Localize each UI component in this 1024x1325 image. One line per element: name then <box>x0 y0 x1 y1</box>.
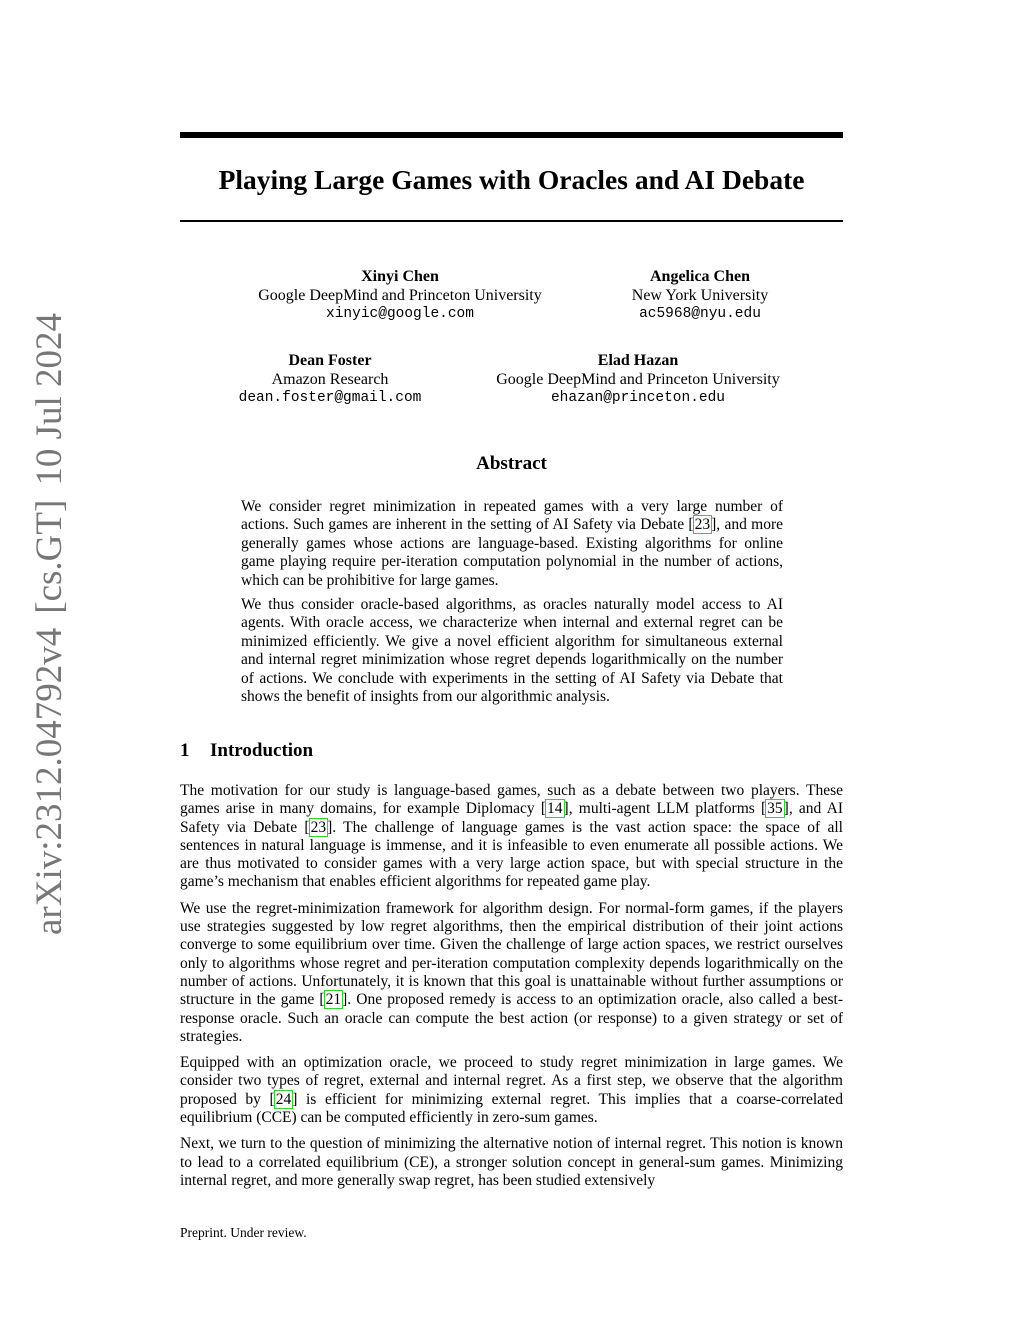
arxiv-id: arXiv:2312.04792v4 <box>29 627 70 935</box>
footer-note: Preprint. Under review. <box>180 1225 307 1240</box>
abstract-paragraph-2: We thus consider oracle-based algorithms, as oracles naturally model access to AI agents. With oracle access, we characterize when internal and external regret can be minimized efficiently. We give a novel efficient algorithm for simultaneous external and internal regret minimization whose regret depends logarithmically on the number of actions. We conclude with experiments in the setting of AI Safety via Debate that shows the benefit of insights from our algorithmic analysis. <box>241 596 783 706</box>
author-block-4 <box>478 352 798 408</box>
intro-paragraph-4: Next, we turn to the question of minimizing the alternative notion of internal regret. This notion is known to lead to a correlated equilibrium (CE), a stronger solution concept in general-sum games. Minimizing internal regret, and more generally swap regret, has been studied extensively <box>180 1135 843 1189</box>
author-name: Elad Hazan <box>597 352 679 369</box>
intro-paragraph-3 <box>180 1054 843 1127</box>
text-run: ] is efficient for minimizing external regret. This implies that a coarse-correlated equilibrium (CCE) can be computed efficiently in zero-sum games. <box>180 1090 843 1127</box>
arxiv-side-label <box>30 299 70 935</box>
text-run: ], multi-agent LLM platforms [ <box>563 800 767 818</box>
text-run: We use the regret-minimization framework for algorithm design. For normal-form games, if the players use strategies suggested by low regret algorithms, then the empirical distribution of their joint actions converge to some equilibrium over time. Given the challenge of large action spaces, we restrict ourselves only to algorithms whose regret and per-iteration computation complexity depends logarithmically on the number of actions. Unfortunately, it is known that this goal is unattainable without further assumptions or structure in the game [ <box>180 899 843 1009</box>
text-run: ]. The challenge of language games is the vast action space: the space of all sentences in natural language is immense, and it is infeasible to even enumerate all possible actions. We are thus motivated to consider games with a very large action space, but with special structure in the game’s mechanism that enables efficient algorithms for repeated game play. <box>180 818 843 891</box>
text-run: ], and AI Safety via Debate [ <box>180 800 844 836</box>
author-affiliation: New York University <box>631 286 769 304</box>
author-block-1 <box>240 268 560 324</box>
arxiv-date: 10 Jul 2024 <box>29 312 70 486</box>
section-title: Introduction <box>210 740 314 761</box>
author-email[interactable]: xinyic@google.com <box>326 306 474 322</box>
intro-paragraph-1 <box>180 782 843 892</box>
paper-title: Playing Large Games with Oracles and AI Debate <box>218 164 805 195</box>
text-run: Equipped with an optimization oracle, we proceed to study regret minimization in large games. We consider two types of regret, external and internal regret. As a first step, we observe that the algorithm proposed by [ <box>180 1054 843 1108</box>
author-affiliation: Google DeepMind and Princeton University <box>496 370 780 388</box>
introduction-body <box>180 782 843 1198</box>
author-email[interactable]: ehazan@princeton.edu <box>550 390 726 406</box>
citation-link[interactable]: 14 <box>547 800 563 818</box>
arxiv-category: [cs.GT] <box>29 499 70 614</box>
citation-link[interactable]: 23 <box>694 516 711 534</box>
author-email[interactable]: dean.foster@gmail.com <box>238 390 422 406</box>
text-run: ]. One proposed remedy is access to an optimization oracle, also called a best-response oracle. Such an oracle can compute the best action (or response) to a given strategy or set of strategies. <box>180 991 843 1045</box>
author-block-3 <box>220 352 440 408</box>
author-name: Dean Foster <box>288 352 372 369</box>
author-block-2 <box>600 268 800 324</box>
text-run: We consider regret minimization in repeated games with a very large number of actions. Such games are inherent in the setting of AI Safety via Debate [ <box>241 498 783 534</box>
title-rule-bottom <box>180 220 843 222</box>
author-affiliation: Amazon Research <box>271 370 389 388</box>
author-name: Angelica Chen <box>650 268 750 285</box>
citation-link[interactable]: 35 <box>767 800 783 818</box>
section-number: 1 <box>180 740 190 761</box>
abstract-body <box>241 498 783 712</box>
text-run: ], and more generally games whose actions are language-based. Existing algorithms for online game playing require per-iteration computation polynomial in the number of actions, which can be prohibitive for large games. <box>241 516 784 589</box>
section-heading-introduction <box>180 740 313 762</box>
citation-link[interactable]: 21 <box>325 991 342 1009</box>
citation-link[interactable]: 24 <box>275 1090 292 1108</box>
intro-paragraph-2 <box>180 900 843 1046</box>
abstract-paragraph-1 <box>241 498 783 590</box>
author-name: Xinyi Chen <box>361 268 439 285</box>
author-affiliation: Google DeepMind and Princeton University <box>258 286 542 304</box>
title-rule-top <box>180 132 843 138</box>
author-email[interactable]: ac5968@nyu.edu <box>639 306 761 322</box>
text-run: The motivation for our study is language-based games, such as a debate between two players. These games arise in many domains, for example Diplomacy [ <box>180 782 843 818</box>
citation-link[interactable]: 23 <box>310 818 327 836</box>
abstract-heading: Abstract <box>476 453 547 474</box>
